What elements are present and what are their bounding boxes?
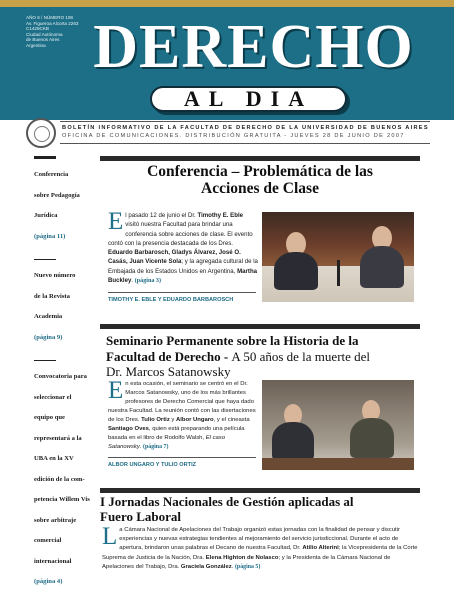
newsletter-subtitle-ribbon xyxy=(150,86,347,112)
newsletter-title: DERECHO xyxy=(93,13,414,81)
divider xyxy=(60,121,430,122)
article-body xyxy=(102,523,418,572)
photo-ungaro-ortiz xyxy=(262,380,414,470)
issue-info-line: de Buenos Aires xyxy=(26,37,60,43)
article-jornadas xyxy=(100,488,420,608)
page-reference-link[interactable]: (página 7) xyxy=(143,444,169,450)
sidebar-item-line: sobre Pedagogía xyxy=(34,191,80,199)
sidebar-item-line: Nuevo número xyxy=(34,272,76,279)
body-text: . xyxy=(131,277,135,285)
sidebar-item-line: Conferencia xyxy=(34,171,69,178)
person-name: Martha Buckley xyxy=(108,267,258,285)
person-name: Tulio Ortiz xyxy=(141,417,170,423)
faculty-seal-icon xyxy=(26,118,56,148)
sidebar-separator xyxy=(34,360,56,361)
sidebar-item-line: edición de la com- xyxy=(34,475,85,483)
body-text: n esta ocasión, el seminario se centró en el Dr. Marcos Satanowsky, uno de los más brillantes profesores de Derecho Comercial que haya dado nuestra Facultad. La reunión contó con las disertaciones de los Dres. xyxy=(108,381,256,423)
sidebar-item-line: petencia Willem Vis xyxy=(34,496,90,503)
body-text: l pasado 12 de junio el Dr. xyxy=(125,212,198,219)
issue-info-line: Argentina xyxy=(26,42,46,48)
article-title-part: Facultad de Derecho - xyxy=(106,348,232,364)
article-title-line: Acciones de Clase xyxy=(201,180,319,197)
photo-caption: ALBOR UNGARO Y TULIO ORTIZ xyxy=(108,462,197,468)
sidebar-separator xyxy=(34,156,56,159)
article-title-line: I Jornadas Nacionales de Gestión aplicadas al xyxy=(100,494,354,509)
issue-info-line: Ciudad Autónoma xyxy=(26,31,63,37)
body-text: . xyxy=(231,563,235,570)
masthead-gold-band xyxy=(0,0,454,7)
issue-info-line: Av. Figueroa Alcorta 2263 xyxy=(26,20,79,26)
sidebar-contents xyxy=(34,156,100,605)
body-text: , y el cineasta xyxy=(213,417,250,423)
person-name: Eduardo Barbarosch, Gladys Álvarez, José O. Casás, Juan Vicente Sola xyxy=(108,249,241,266)
issue-info-line: C1425CKB xyxy=(26,26,49,32)
person-figure xyxy=(274,252,318,290)
page-reference-link[interactable]: (página 3) xyxy=(134,278,162,285)
body-text: . xyxy=(139,444,144,450)
table-surface xyxy=(262,458,414,470)
article-title-part: A 50 años de la muerte del xyxy=(231,348,371,364)
drop-cap: E xyxy=(108,377,124,404)
sidebar-item-line: Academia xyxy=(34,313,63,320)
article-top-bar xyxy=(100,488,420,493)
article-top-bar xyxy=(100,324,420,329)
sidebar-item-line: seleccionar el xyxy=(34,393,72,401)
bulletin-dateline: OFICINA DE COMUNICACIONES. DISTRIBUCIÓN GRATUITA - JUEVES 28 DE JUNIO DE 2007 xyxy=(62,133,405,139)
microphone-icon xyxy=(337,260,340,286)
sidebar-item-line: internacional xyxy=(34,557,72,565)
body-text: a Cámara Nacional de Apelaciones del Trabajo organizó estas jornadas con la finalidad de pensar y discutir experiencias y nuevas estrategias tendientes al mejoramiento del servicio jurisdiccional. Durante el acto de apertura, brindaron unas palabras el Decano de nuestra Facultad, Dr. xyxy=(119,527,400,552)
body-text: ; y la agregada cultural de la Embajada de los Estados Unidos en Argentina, xyxy=(108,258,258,275)
photo-caption: TIMOTHY E. EBLE Y EDUARDO BARBAROSCH xyxy=(108,297,234,303)
person-name: Atilio Alterini xyxy=(302,545,339,552)
sidebar-page-link[interactable]: (página 11) xyxy=(34,232,66,240)
photo-eble-barbarosch xyxy=(262,212,414,302)
masthead xyxy=(0,0,454,120)
person-name: Santiago Oves xyxy=(108,426,149,432)
sidebar-separator xyxy=(34,259,56,260)
sidebar-item-line: sobre arbitraje xyxy=(34,516,77,524)
issue-info-line: AÑO 6 / NÚMERO 108 xyxy=(26,15,73,20)
sidebar-item-line: Convocatoria para xyxy=(34,373,87,380)
sidebar-page-link[interactable]: (página 9) xyxy=(34,333,63,341)
divider xyxy=(60,143,430,144)
person-figure xyxy=(350,418,394,458)
sidebar-item-line: UBA en la XV xyxy=(34,455,74,462)
person-name: Elena Highton de Nolasco xyxy=(205,554,279,561)
bulletin-description: BOLETÍN INFORMATIVO DE LA FACULTAD DE DERECHO DE LA UNIVERSIDAD DE BUENOS AIRES xyxy=(62,125,429,131)
article-title-line: Conferencia – Problemática de las xyxy=(147,163,373,180)
sidebar-page-link[interactable]: (página 4) xyxy=(34,578,63,585)
divider xyxy=(108,457,256,458)
sidebar-item-line: Jurídica xyxy=(34,212,58,219)
article-top-bar xyxy=(100,156,420,161)
divider xyxy=(108,292,256,293)
article-body xyxy=(108,208,258,286)
book-title: El caso Satanowsky xyxy=(108,435,226,450)
article-title xyxy=(106,333,416,380)
sidebar-item-line: equipo que xyxy=(34,414,65,421)
body-text: ; la Vicepresidenta de la Corte Suprema de Justicia de la Nación, Dra. xyxy=(102,545,418,561)
body-text: ; y la Presidenta de la Cámara Nacional de Apelaciones del Trabajo, Dra. xyxy=(102,554,391,570)
article-title-line xyxy=(106,349,416,365)
article-conferencia xyxy=(100,156,420,308)
person-name: Graciela González xyxy=(180,563,232,570)
article-seminario xyxy=(100,324,420,474)
person-name: Timothy E. Eble xyxy=(197,212,244,219)
article-title xyxy=(100,163,420,197)
drop-cap: E xyxy=(108,208,124,235)
body-text: visitó nuestra Facultad para brindar una conferencia sobre acciones de clase. El evento contó con la presencia destacada de los Dres. xyxy=(108,221,253,247)
sidebar-item-line: representará a la xyxy=(34,434,82,442)
sidebar-item[interactable] xyxy=(34,360,100,593)
sidebar-item[interactable] xyxy=(34,156,100,247)
article-title-line: Dr. Marcos Satanowsky xyxy=(106,364,231,379)
person-figure xyxy=(272,422,314,460)
newsletter-subtitle: AL DIA xyxy=(183,86,314,111)
person-name: Albor Ungaro xyxy=(175,417,214,423)
article-title xyxy=(100,495,420,524)
article-title-line: Fuero Laboral xyxy=(100,508,182,524)
sidebar-item[interactable] xyxy=(34,259,100,348)
article-body xyxy=(108,377,258,452)
sidebar-item-line: de la Revista xyxy=(34,292,70,300)
body-text: y xyxy=(169,417,176,423)
person-figure xyxy=(360,246,404,288)
page-reference-link[interactable]: (página 5) xyxy=(234,563,261,570)
sidebar-item-line: comercial xyxy=(34,537,62,544)
article-title-line: Seminario Permanente sobre la Historia de la xyxy=(106,333,359,348)
body-text: , quien está preparando una película basada en el libro de Rodolfo Walsh, xyxy=(108,426,245,441)
drop-cap: L xyxy=(102,523,118,550)
